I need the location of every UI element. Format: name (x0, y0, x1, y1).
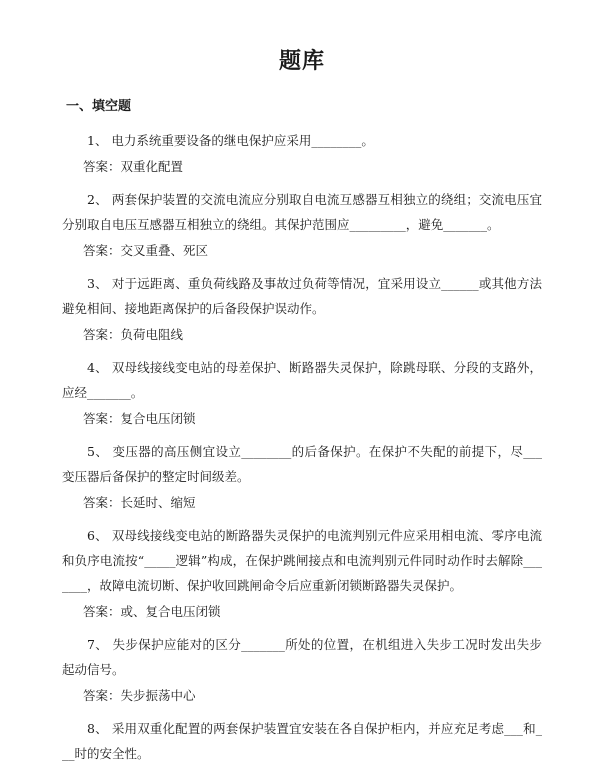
question-item (62, 523, 542, 622)
question-item (62, 716, 542, 766)
question-text: 1、 电力系统重要设备的继电保护应采用________。 (87, 133, 374, 148)
question-item (62, 439, 542, 513)
question-item (62, 187, 542, 261)
question-item (62, 271, 542, 345)
question-text: 4、 双母线接线变电站的母差保护、断路器失灵保护，除跳母联、分段的支路外，应经_______。 (62, 360, 542, 400)
question-text: 3、 对于远距离、重负荷线路及事故过负荷等情况，宜采用设立______或其他方法避免相间、接地距离保护的后备段保护误动作。 (62, 276, 542, 316)
answer-text: 答案：长延时、缩短 (83, 495, 196, 510)
question-item (62, 128, 542, 177)
question-text: 5、 变压器的高压侧宜设立________的后备保护。在保护不失配的前提下，尽___变压器后备保护的整定时间级差。 (62, 444, 542, 484)
section-heading: 一、填空题 (66, 99, 132, 114)
answer-text: 答案：负荷电阻线 (83, 327, 184, 342)
question-text: 8、 采用双重化配置的两套保护装置宜安装在各自保护柜内，并应充足考虑___和___时的安全性。 (62, 721, 542, 761)
document-title: 题库 (278, 49, 325, 74)
question-text: 2、 两套保护装置的交流电流应分别取自电流互感器互相独立的绕组；交流电压宜分别取自电压互感器互相独立的绕组。其保护范围应_________，避免_______。 (62, 192, 542, 232)
answer-text: 答案：双重化配置 (83, 159, 184, 174)
answer-text: 答案：或、复合电压闭锁 (83, 604, 221, 619)
question-text: 7、 失步保护应能对的区分_______所处的位置，在机组进入失步工况时发出失步起动信号。 (62, 637, 542, 677)
question-text: 6、 双母线接线变电站的断路器失灵保护的电流判别元件应采用相电流、零序电流和负序电流按“_____逻辑”构成，在保护跳闸接点和电流判别元件同时动作时去解除_______，故障电流切断、保护收回跳闸命令后应重新闭锁断路器失灵保护。 (62, 528, 542, 593)
answer-text: 答案：失步振荡中心 (83, 688, 196, 703)
answer-text: 答案：交叉重叠、死区 (83, 243, 209, 258)
question-item (62, 355, 542, 429)
answer-text: 答案：复合电压闭锁 (83, 411, 196, 426)
question-item (62, 632, 542, 706)
